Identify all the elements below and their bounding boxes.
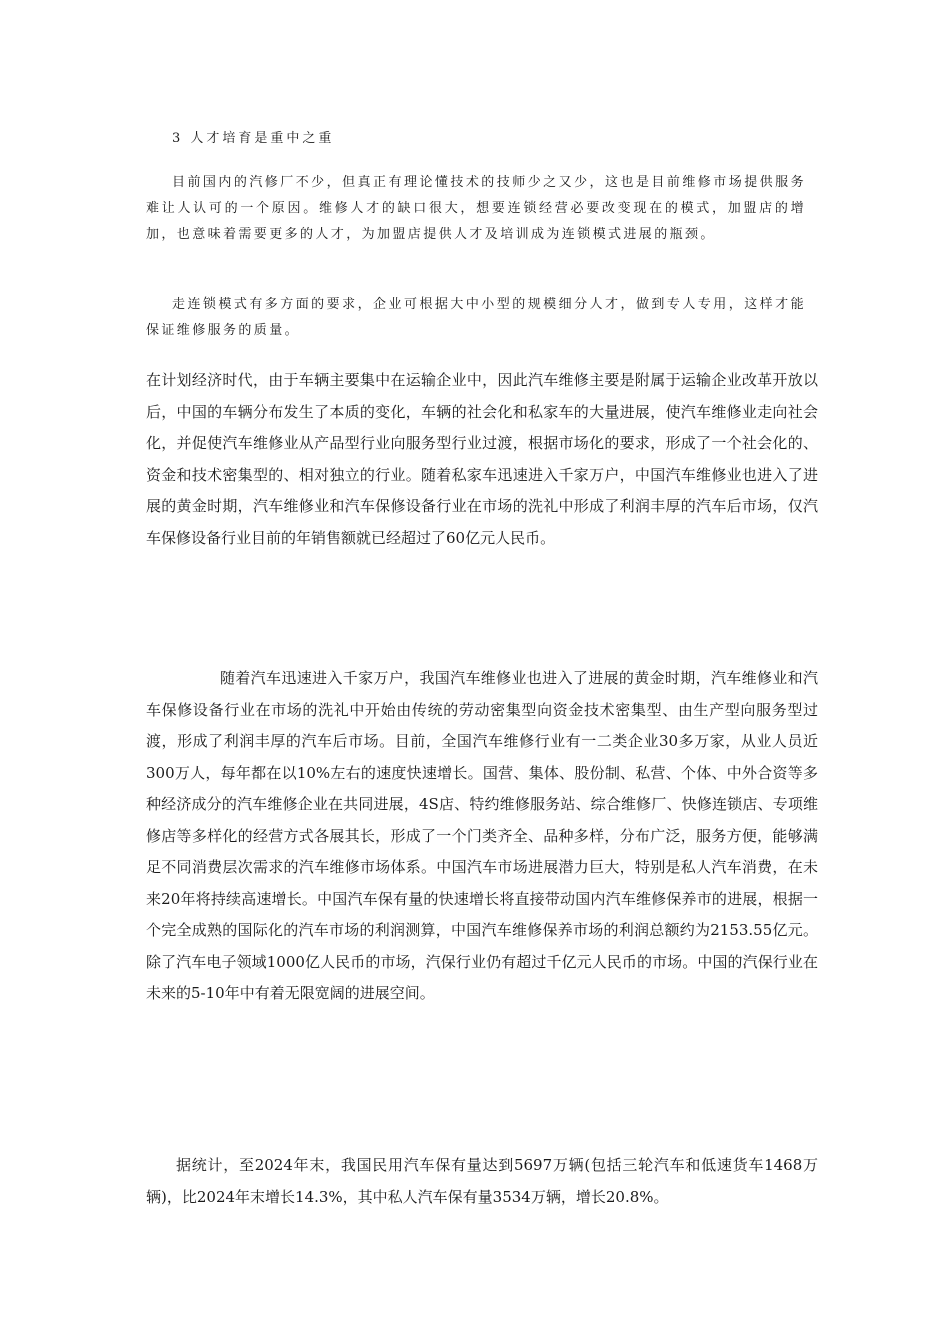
paragraph-statistics: 据统计，至2024年末，我国民用汽车保有量达到5697万辆(包括三轮汽车和低速货车1468万辆)，比2024年末增长14.3%，其中私人汽车保有量3534万辆，增长20.8%。: [146, 1156, 818, 1206]
section-heading: 3 人才培育是重中之重: [172, 131, 335, 146]
paragraph-planned-economy: 在计划经济时代，由于车辆主要集中在运输企业中，因此汽车维修主要是附属于运输企业改革开放以后，中国的车辆分布发生了本质的变化，车辆的社会化和私家车的大量进展，使汽车维修业走向社会化，并促使汽车维修业从产品型行业向服务型行业过渡，根据市场化的要求，形成了一个社会化的、资金和技术密集型的、相对独立的行业。随着私家车迅速进入千家万户，中国汽车维修业也进入了进展的黄金时期，汽车维修业和汽车保修设备行业在市场的洗礼中形成了利润丰厚的汽车后市场，仅汽车保修设备行业目前的年销售额就已经超过了60亿元人民币。: [146, 371, 818, 547]
paragraph-chain-model: 走连锁模式有多方面的要求，企业可根据大中小型的规模细分人才，做到专人专用，这样才能保证维修服务的质量。: [146, 297, 806, 338]
paragraph-talent-gap: 目前国内的汽修厂不少，但真正有理论懂技术的技师少之又少，这也是目前维修市场提供服务难让人认可的一个原因。维修人才的缺口很大，想要连锁经营必要改变现在的模式，加盟店的增加，也意味着需要更多的人才，为加盟店提供人才及培训成为连锁模式进展的瓶颈。: [146, 175, 806, 242]
paragraph-industry-growth: 随着汽车迅速进入千家万户，我国汽车维修业也进入了进展的黄金时期，汽车维修业和汽车保修设备行业在市场的洗礼中开始由传统的劳动密集型向资金技术密集型、由生产型向服务型过渡，形成了利润丰厚的汽车后市场。目前，全国汽车维修行业有一二类企业30多万家，从业人员近300万人，每年都在以10%左右的速度快速增长。国营、集体、股份制、私营、个体、中外合资等多种经济成分的汽车维修企业在共同进展，4S店、特约维修服务站、综合维修厂、快修连锁店、专项维修店等多样化的经营方式各展其长，形成了一个门类齐全、品种多样，分布广泛，服务方便，能够满足不同消费层次需求的汽车维修市场体系。中国汽车市场进展潜力巨大，特别是私人汽车消费，在未来20年将持续高速增长。中国汽车保有量的快速增长将直接带动国内汽车维修保养市的进展，根据一个完全成熟的国际化的汽车市场的利润测算，中国汽车维修保养市场的利润总额约为2153.55亿元。除了汽车电子领域1000亿人民币的市场，汽保行业仍有超过千亿元人民币的市场。中国的汽保行业在未来的5-10年中有着无限宽阔的进展空间。: [146, 669, 818, 1002]
